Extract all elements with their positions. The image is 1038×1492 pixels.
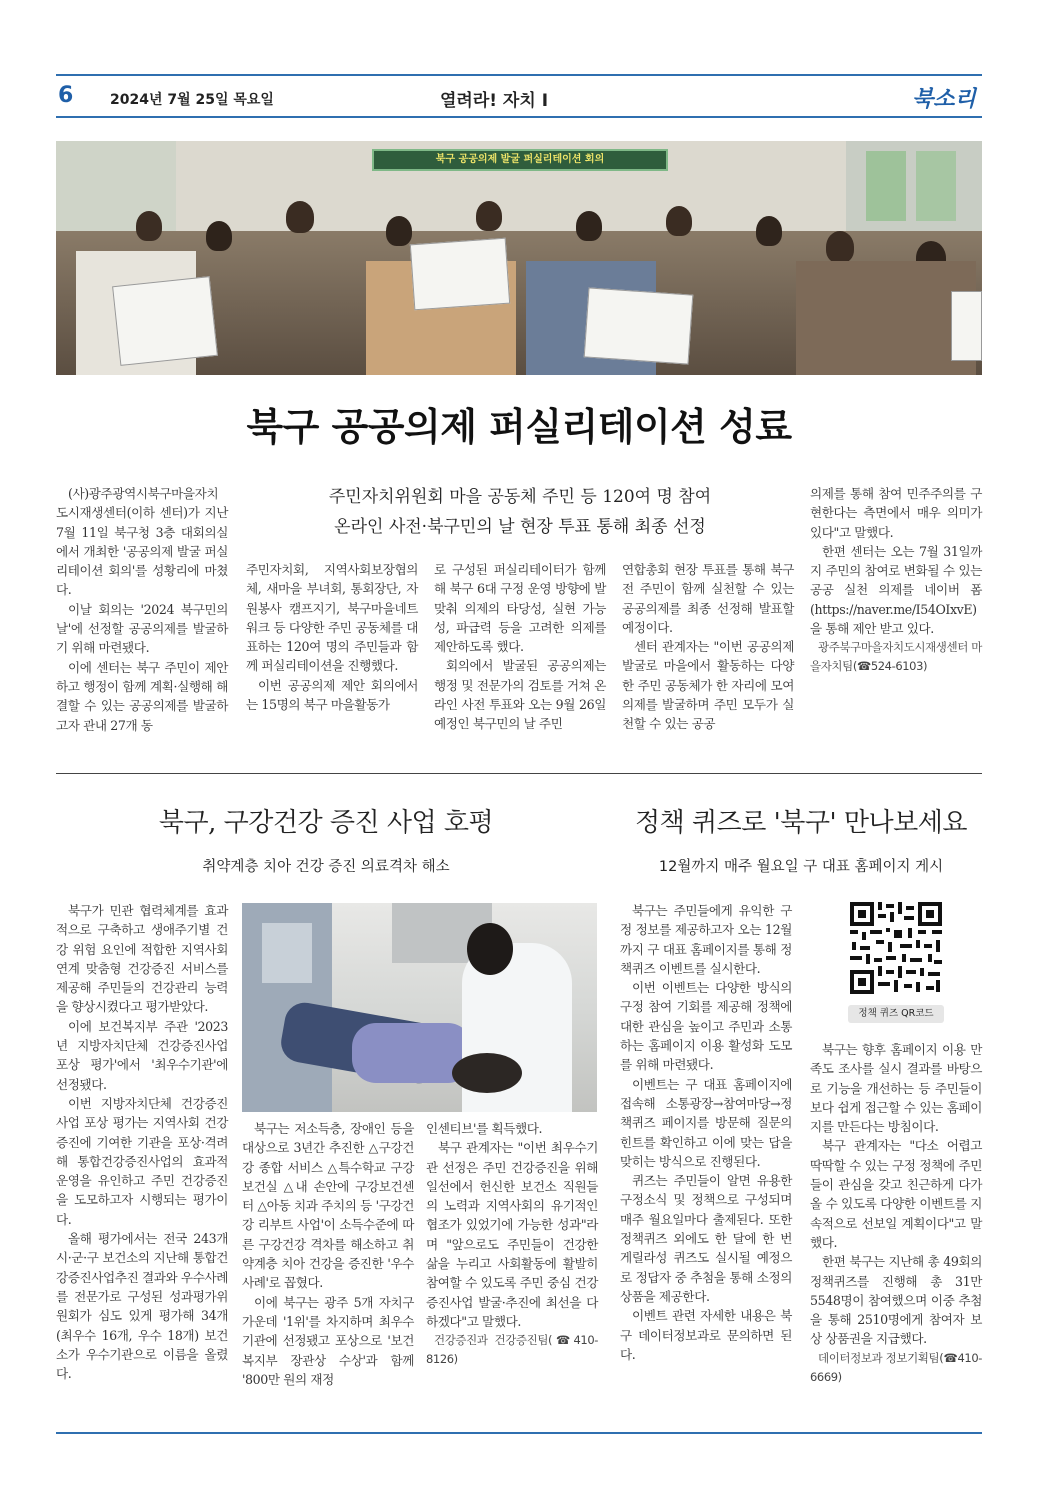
article1-paragraph: 센터 관계자는 "이번 공공의제 발굴로 마을에서 활동하는 다양한 주민 공동체가 한 자리에 모여 의제를 발굴하며 주민 모두가 실천할 수 있는 공공 bbox=[622, 639, 794, 732]
article1-column-4 bbox=[622, 560, 794, 734]
newspaper-logo: 북소리 bbox=[912, 86, 976, 112]
article3-paragraph: 이벤트는 구 대표 홈페이지에 접속해 소통광장→참여마당→정책퀴즈 페이지를 방문해 질문의 힌트를 확인하고 이에 맞는 답을 맞히는 방식으로 진행된다. bbox=[620, 1076, 792, 1169]
article3-paragraph: 한편 북구는 지난해 총 49회의 정책퀴즈를 진행해 총 31만 5548명이 참여했으며 이중 추첨을 통해 2510명에게 참여자 보상 상품권을 지급했다. bbox=[810, 1254, 982, 1347]
article3-credit: 데이터정보과 정보기획팀(☎410-6669) bbox=[810, 1350, 982, 1384]
article2-paragraph: 이번 지방자치단체 건강증진사업 포상 평가는 지역사회 건강증진에 기여한 기관을 포상·격려해 통합건강증진사업의 효과적 운영을 유인하고 주민 건강증진을 도모하고자 시행되는 평가이다. bbox=[56, 1095, 228, 1227]
article1-column-1 bbox=[56, 484, 228, 735]
article3-paragraph: 퀴즈는 주민들이 알면 유용한 구정소식 및 정책으로 구성되며 매주 월요일마다 출제된다. 또한 정책퀴즈 외에도 한 달에 한 번 게릴라성 퀴즈도 실시될 예정으로 정답자 중 추첨을 통해 소정의 상품을 제공한다. bbox=[620, 1173, 792, 1304]
article2-headline: 북구, 구강건강 증진 사업 호평 bbox=[158, 808, 494, 838]
issue-date: 2024년 7월 25일 목요일 bbox=[110, 92, 274, 108]
article2-paragraph: 이에 북구는 광주 5개 자치구 가운데 '1위'를 차지하며 최우수기관에 선정됐고 포상으로 '보건복지부 장관상 수상'과 함께 '800만 원의 재정 bbox=[242, 1294, 414, 1387]
article1-headline: 북구 공공의제 퍼실리테이션 성료 bbox=[246, 405, 792, 449]
article1-paragraph: (사)광주광역시북구마을자치도시재생센터(이하 센터)가 지난 7월 11일 북구청 3층 대회의실에서 개최한 '공공의제 발굴 퍼실리테이션 회의'를 성황리에 마쳤다. bbox=[56, 486, 228, 598]
article1-paragraph: 이에 센터는 북구 주민이 제안하고 행정이 함께 계획·실행해 해결할 수 있는 공공의제를 발굴하고자 관내 27개 동 bbox=[56, 659, 228, 733]
article1-paragraph: 주민자치회, 지역사회보장협의체, 새마을 부녀회, 통회장단, 자원봉사 캠프지기, 북구마을네트워크 등 다양한 주민 공동체를 대표하는 120여 명의 주민들과 함께 퍼실리테이션을 진행했다. bbox=[246, 562, 418, 674]
article3-column-1 bbox=[620, 901, 792, 1364]
header-bottom-rule bbox=[56, 116, 982, 118]
article2-column-1 bbox=[56, 901, 228, 1383]
meeting-photo bbox=[56, 141, 982, 375]
article3-subhead: 12월까지 매주 월요일 구 대표 홈페이지 게시 bbox=[658, 859, 944, 875]
article1-paragraph: 이날 회의는 '2024 북구민의 날'에 선정할 공공의제를 발굴하기 위해 마련됐다. bbox=[56, 601, 228, 656]
article1-column-3 bbox=[434, 560, 606, 734]
article2-paragraph: 북구 관계자는 "이번 최우수기관 선정은 주민 건강증진을 위해 일선에서 헌신한 보건소 직원들의 노력과 지역사회의 유기적인 협조가 있었기에 가능한 성과"라며 "앞으로도 주민들이 건강한 삶을 누리고 사회활동에 활발히 참여할 수 있도록 주민 중심 건강증진사업 발굴·추진에 최선을 다하겠다"고 말했다. bbox=[426, 1140, 598, 1329]
page-number: 6 bbox=[58, 83, 74, 108]
article3-headline: 정책 퀴즈로 '북구' 만나보세요 bbox=[635, 808, 967, 838]
article2-paragraph: 북구는 저소득층, 장애인 등을 대상으로 3년간 추진한 △구강건강 종합 서비스 △특수학교 구강보건실 △내 손안에 구강보건센터 △아동 치과 주치의 등 '구강건강 리부트 사업'이 소득수준에 따른 구강건강 격차를 해소하고 취약계층 치아 건강을 증진한 '우수사례'로 꼽혔다. bbox=[242, 1121, 414, 1291]
article2-subhead: 취약계층 치아 건강 증진 의료격차 해소 bbox=[202, 859, 450, 875]
section-title: 열려라! 자치 Ⅰ bbox=[440, 91, 549, 111]
article1-column-2 bbox=[246, 560, 418, 714]
article2-column-2 bbox=[242, 1119, 414, 1389]
dental-checkup-photo bbox=[242, 903, 597, 1112]
article1-subhead bbox=[262, 482, 778, 542]
header-top-rule bbox=[56, 74, 982, 76]
article1-paragraph: 의제를 통해 참여 민주주의를 구현한다는 측면에서 매우 의미가 있다"고 말했다. bbox=[810, 486, 982, 540]
article1-paragraph: 한편 센터는 오는 7월 31일까지 주민의 참여로 변화될 수 있는 공공 실천 의제를 네이버 폼(https://naver.me/I54OIxvE)을 통해 제안 받고 있다. bbox=[810, 543, 982, 637]
article3-paragraph: 북구는 향후 홈페이지 이용 만족도 조사를 실시 결과를 바탕으로 기능을 개선하는 등 주민들이 보다 쉽게 접근할 수 있는 홈페이지를 만든다는 방침이다. bbox=[810, 1042, 982, 1135]
article1-subhead-line1: 주민자치위원회 마을 공동체 주민 등 120여 명 참여 bbox=[328, 487, 712, 507]
article2-paragraph: 북구가 민관 협력체계를 효과적으로 구축하고 생애주기별 건강 위험 요인에 적합한 지역사회 연계 맞춤형 건강증진 서비스를 제공해 주민들의 건강관리 능력을 향상시켰다고 평가받았다. bbox=[56, 903, 228, 1015]
article1-paragraph: 이번 공공의제 제안 회의에서는 15명의 북구 마을활동가 bbox=[246, 677, 418, 713]
meeting-banner: 북구 공공의제 발굴 퍼실리테이션 회의 bbox=[372, 149, 668, 171]
article1-subhead-line2: 온라인 사전·북구민의 날 현장 투표 통해 최종 선정 bbox=[334, 517, 706, 537]
article3-paragraph: 이번 이벤트는 다양한 방식의 구정 참여 기회를 제공해 정책에 대한 관심을 높이고 주민과 소통하는 홈페이지 이용 활성화 도모를 위해 마련됐다. bbox=[620, 980, 792, 1073]
article2-paragraph: 인센티브'를 획득했다. bbox=[426, 1121, 543, 1136]
article1-column-5 bbox=[810, 484, 982, 676]
article1-credit: 광주북구마을자치도시재생센터 마을자치팀(☎524-6103) bbox=[810, 640, 982, 674]
footer-rule bbox=[56, 1432, 982, 1434]
section-divider bbox=[56, 773, 982, 774]
article2-paragraph: 올해 평가에서는 전국 243개 시·군·구 보건소의 지난해 통합건강증진사업추진 결과와 우수사례를 전문가로 구성된 성과평가위원회가 심도 있게 평가해 34개(최우수 16개, 우수 18개) 보건소가 우수기관으로 이름을 올렸다. bbox=[56, 1231, 228, 1382]
article2-column-3 bbox=[426, 1119, 598, 1369]
quiz-qr-code[interactable] bbox=[848, 900, 944, 996]
article3-column-2 bbox=[810, 1040, 982, 1387]
article1-paragraph: 회의에서 발굴된 공공의제는 행정 및 전문가의 검토를 거쳐 온라인 사전 투표와 오는 9월 26일 예정인 북구민의 날 주민 bbox=[434, 658, 606, 732]
qr-caption: 정책 퀴즈 QR코드 bbox=[848, 1005, 944, 1023]
article3-paragraph: 북구 관계자는 "다소 어렵고 딱딱할 수 있는 구정 정책에 주민들이 관심을 갖고 친근하게 다가올 수 있도록 다양한 이벤트를 지속적으로 선보일 계획이다"고 말했다. bbox=[810, 1138, 982, 1250]
article1-paragraph: 로 구성된 퍼실리테이터가 함께해 북구 6대 구정 운영 방향에 발맞춰 의제의 타당성, 실현 가능성, 파급력 등을 고려한 의제를 제안하도록 했다. bbox=[434, 562, 606, 655]
article1-paragraph: 연합총회 현장 투표를 통해 북구 전 주민이 함께 실천할 수 있는 공공의제를 최종 선정해 발표할 예정이다. bbox=[622, 562, 794, 635]
article2-credit: 건강증진과 건강증진팀(☎410-8126) bbox=[426, 1333, 598, 1367]
article2-paragraph: 이에 보건복지부 주관 '2023년 지방자치단체 건강증진사업 포상 평가'에서 '최우수기관'에 선정됐다. bbox=[56, 1018, 228, 1092]
article3-paragraph: 이벤트 관련 자세한 내용은 북구 데이터정보과로 문의하면 된다. bbox=[620, 1308, 792, 1362]
article3-paragraph: 북구는 주민들에게 유익한 구정 정보를 제공하고자 오는 12월까지 구 대표 홈페이지를 통해 정책퀴즈 이벤트를 실시한다. bbox=[620, 903, 792, 976]
